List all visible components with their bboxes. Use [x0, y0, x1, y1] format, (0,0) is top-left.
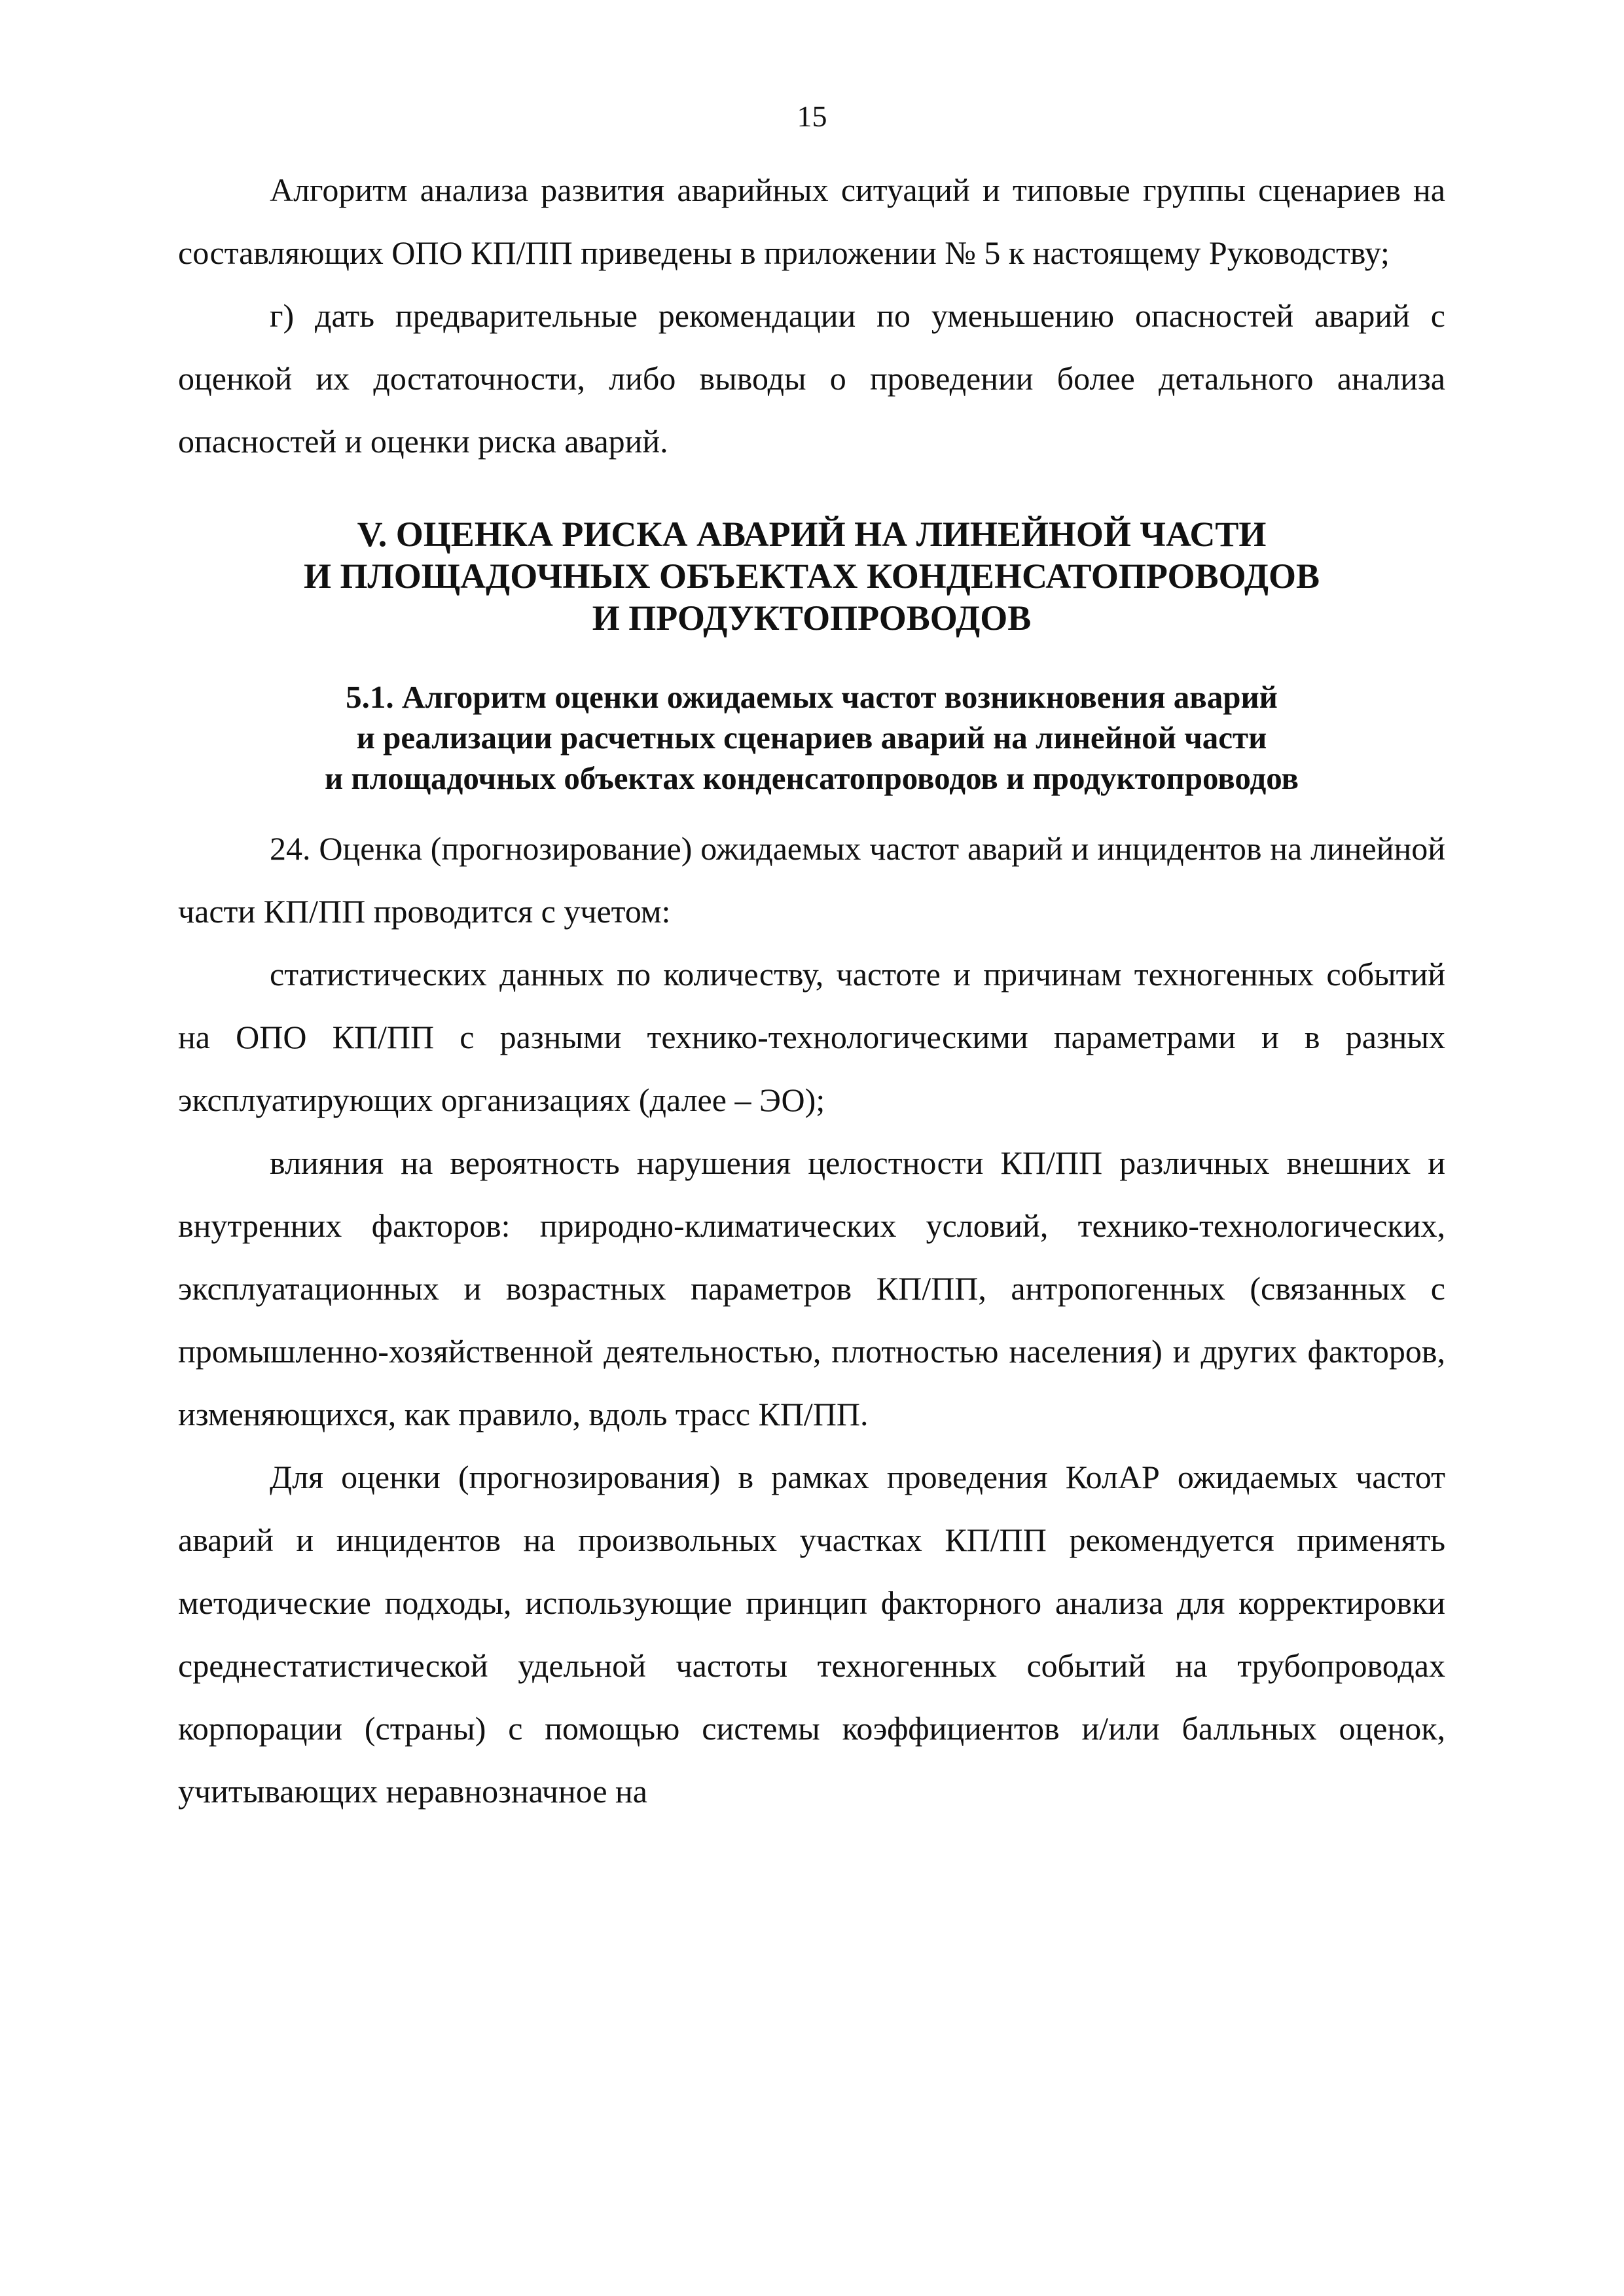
paragraph-recommendations: г) дать предварительные рекомендации по уменьшению опасностей аварий с оценкой их достаточности, либо выводы о проведении более детального анализа опасностей и оценки риска аварий. — [178, 297, 1445, 460]
paragraph-24: 24. Оценка (прогнозирование) ожидаемых частот аварий и инцидентов на линейной части КП/ПП проводится с учетом: — [178, 830, 1445, 930]
document-body — [178, 158, 1445, 1823]
paragraph-algorithm-reference: Алгоритм анализа развития аварийных ситуаций и типовые группы сценариев на составляющих ОПО КП/ПП приведены в приложении № 5 к настоящему Руководству; — [178, 172, 1445, 271]
subsection-title-line-2: и реализации расчетных сценариев аварий на линейной части — [356, 720, 1267, 756]
section-title-line-3: И ПРОДУКТОПРОВОДОВ — [592, 598, 1032, 638]
section-title-line-2: И ПЛОЩАДОЧНЫХ ОБЪЕКТАХ КОНДЕНСАТОПРОВОДОВ — [304, 556, 1320, 596]
paragraph-factor-analysis: Для оценки (прогнозирования) в рамках проведения КолАР ожидаемых частот аварий и инцидентов на произвольных участках КП/ПП рекомендуется применять методические подходы, использующие принцип факторного анализа для корректировки среднестатистической удельной частоты техногенных событий на трубопроводах корпорации (страны) с помощью системы коэффициентов и/или балльных оценок, учитывающих неравнозначное на — [178, 1459, 1445, 1810]
subsection-title-line-1: 5.1. Алгоритм оценки ожидаемых частот возникновения аварий — [346, 679, 1278, 715]
paragraph-statistical-data: статистических данных по количеству, частоте и причинам техногенных событий на ОПО КП/ПП с разными технико-технологическими параметрами и в разных эксплуатирующих организациях (далее – ЭО); — [178, 956, 1445, 1118]
page-number: 15 — [797, 100, 827, 133]
paragraph-factors-influence: влияния на вероятность нарушения целостности КП/ПП различных внешних и внутренних факторов: природно-климатических условий, технико-технологических, эксплуатационных и возрастных параметров КП/ПП, антропогенных (связанных с промышленно-хозяйственной деятельностью, плотностью населения) и других факторов, изменяющихся, как правило, вдоль трасс КП/ПП. — [178, 1144, 1445, 1432]
subsection-title-line-3: и площадочных объектах конденсатопроводов и продуктопроводов — [324, 760, 1299, 796]
section-title — [178, 513, 1445, 639]
section-title-line-1: V. ОЦЕНКА РИСКА АВАРИЙ НА ЛИНЕЙНОЙ ЧАСТИ — [357, 515, 1267, 554]
subsection-title — [178, 677, 1445, 799]
